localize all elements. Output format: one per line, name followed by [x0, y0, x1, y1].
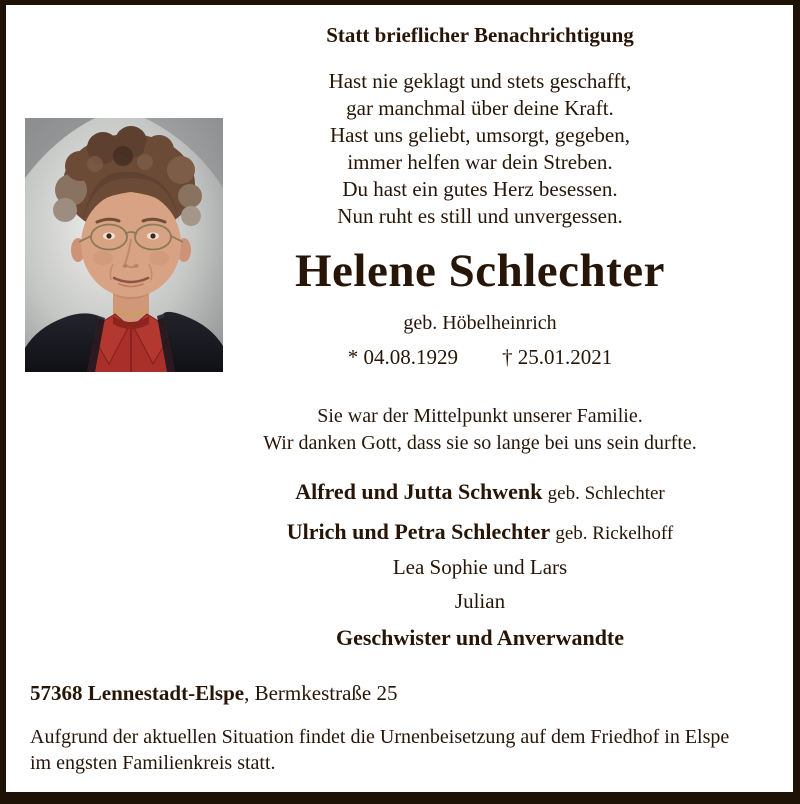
- funeral-notice: [30, 724, 775, 776]
- tribute-line: Wir danken Gott, dass sie so lange bei uns sein durfte.: [263, 432, 697, 454]
- death-date: † 25.01.2021: [502, 345, 613, 369]
- mourner-maiden-name: geb. Rickelhoff: [555, 523, 674, 544]
- poem-line: Hast uns geliebt, umsorgt, gegeben,: [330, 123, 630, 147]
- birth-date: * 04.08.1929: [347, 345, 458, 369]
- maiden-name: geb. Höbelheinrich: [403, 312, 557, 334]
- mourner-maiden-name: geb. Schlechter: [547, 483, 665, 504]
- life-dates: [150, 345, 800, 370]
- deceased-name: Helene Schlechter: [294, 245, 666, 297]
- poem-line: Du hast ein gutes Herz besessen.: [342, 177, 618, 201]
- tribute-line: Sie war der Mittelpunkt unserer Familie.: [317, 405, 643, 427]
- funeral-notice-line: im engsten Familienkreis statt.: [30, 752, 276, 774]
- funeral-notice-line: Aufgrund der aktuellen Situation findet die Urnenbeisetzung auf dem Friedhof in Elspe: [30, 726, 730, 748]
- mourner-line-couple1: [150, 480, 800, 506]
- memorial-poem: [150, 68, 800, 230]
- mourner-line-grandchildren: Lea Sophie und Lars: [392, 555, 568, 579]
- tribute-text: [150, 403, 800, 457]
- address-line: [30, 681, 397, 706]
- mourner-line-relatives: [150, 626, 800, 650]
- address-city: 57368 Lennestadt-Elspe: [30, 681, 245, 705]
- mourner-names: Ulrich und Petra Schlechter: [286, 519, 551, 544]
- poem-line: immer helfen war dein Streben.: [347, 150, 613, 174]
- address-street: , Bermkestraße 25: [244, 681, 398, 705]
- mourner-names: Alfred und Jutta Schwenk: [295, 479, 543, 504]
- header-note: Statt brieflicher Benachrichtigung: [326, 23, 634, 47]
- relatives-label: Geschwister und Anverwandte: [335, 625, 625, 650]
- mourner-line-couple2: [150, 520, 800, 546]
- mourner-line-grandchild: Julian: [454, 589, 506, 613]
- poem-line: Nun ruht es still und unvergessen.: [337, 204, 623, 228]
- poem-line: gar manchmal über deine Kraft.: [346, 96, 614, 120]
- poem-line: Hast nie geklagt und stets geschafft,: [328, 69, 632, 93]
